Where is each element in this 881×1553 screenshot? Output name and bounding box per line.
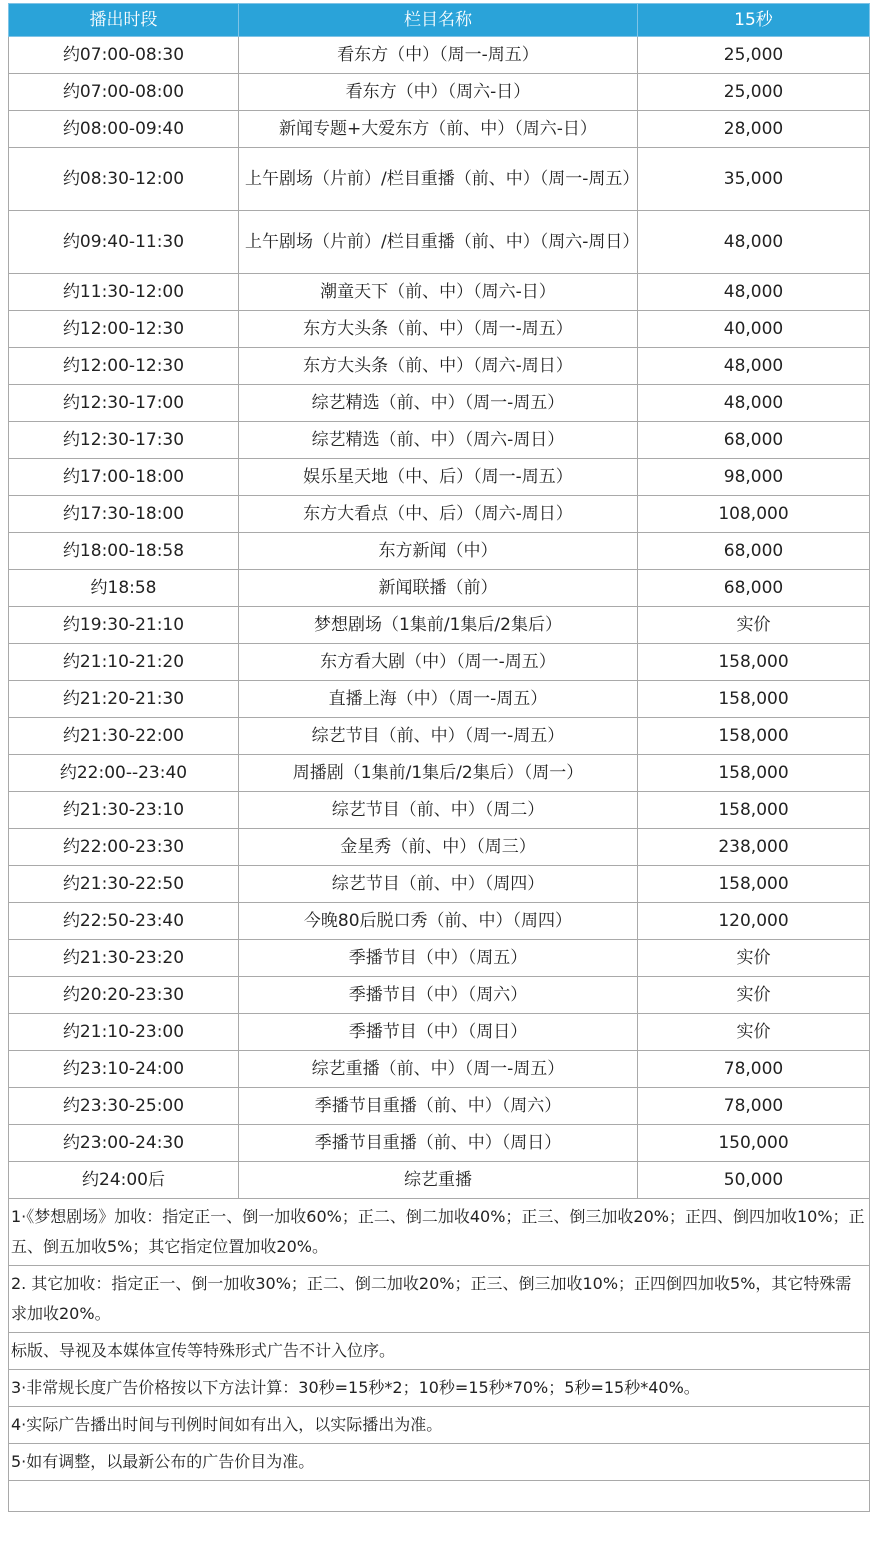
table-row — [9, 1162, 870, 1199]
note-text: 1·《梦想剧场》加收：指定正一、倒一加收60%；正二、倒二加收40%；正三、倒三加收20%；正四、倒四加收10%；正五、倒五加收5%；其它指定位置加收20%。 — [9, 1199, 870, 1266]
program-name-cell: 季播节目重播（前、中）（周六） — [239, 1088, 638, 1125]
note-text: 2. 其它加收：指定正一、倒一加收30%；正二、倒二加收20%；正三、倒三加收10%；正四倒四加收5%，其它特殊需求加收20%。 — [9, 1266, 870, 1333]
time-slot-cell: 约08:30-12:00 — [9, 148, 239, 211]
price-cell: 40,000 — [638, 311, 870, 348]
time-slot-cell: 约23:00-24:30 — [9, 1125, 239, 1162]
program-name-cell: 周播剧（1集前/1集后/2集后）（周一） — [239, 755, 638, 792]
price-cell: 48,000 — [638, 348, 870, 385]
program-name-cell: 东方大看点（中、后）（周六-周日） — [239, 496, 638, 533]
time-slot-cell: 约07:00-08:00 — [9, 74, 239, 111]
time-slot-cell: 约21:30-22:50 — [9, 866, 239, 903]
price-cell: 实价 — [638, 607, 870, 644]
time-slot-cell: 约12:00-12:30 — [9, 311, 239, 348]
table-row — [9, 866, 870, 903]
table-row — [9, 1088, 870, 1125]
table-row — [9, 533, 870, 570]
program-name-cell: 上午剧场（片前）/栏目重播（前、中）（周一-周五） — [239, 148, 638, 211]
time-slot-cell: 约20:20-23:30 — [9, 977, 239, 1014]
program-name-cell: 东方看大剧（中）（周一-周五） — [239, 644, 638, 681]
price-cell: 158,000 — [638, 644, 870, 681]
time-slot-cell: 约12:30-17:00 — [9, 385, 239, 422]
program-name-cell: 梦想剧场（1集前/1集后/2集后） — [239, 607, 638, 644]
table-row — [9, 755, 870, 792]
program-name-cell: 综艺节目（前、中）（周四） — [239, 866, 638, 903]
program-name-cell: 季播节目（中）（周五） — [239, 940, 638, 977]
time-slot-cell: 约24:00后 — [9, 1162, 239, 1199]
price-cell: 48,000 — [638, 211, 870, 274]
time-slot-cell: 约21:10-23:00 — [9, 1014, 239, 1051]
table-row — [9, 681, 870, 718]
time-slot-cell: 约08:00-09:40 — [9, 111, 239, 148]
blank-cell — [9, 1481, 870, 1512]
program-name-cell: 新闻专题+大爱东方（前、中）（周六-日） — [239, 111, 638, 148]
program-name-cell: 看东方（中）（周一-周五） — [239, 37, 638, 74]
program-name-cell: 综艺精选（前、中）（周一-周五） — [239, 385, 638, 422]
time-slot-cell: 约12:00-12:30 — [9, 348, 239, 385]
table-row — [9, 1051, 870, 1088]
table-row — [9, 385, 870, 422]
price-cell: 48,000 — [638, 274, 870, 311]
program-name-cell: 综艺节目（前、中）（周二） — [239, 792, 638, 829]
price-cell: 实价 — [638, 977, 870, 1014]
time-slot-cell: 约09:40-11:30 — [9, 211, 239, 274]
note-row — [9, 1333, 870, 1370]
price-cell: 25,000 — [638, 74, 870, 111]
price-cell: 35,000 — [638, 148, 870, 211]
note-row — [9, 1199, 870, 1266]
table-row — [9, 644, 870, 681]
program-name-cell: 看东方（中）（周六-日） — [239, 74, 638, 111]
price-cell: 120,000 — [638, 903, 870, 940]
program-name-cell: 东方新闻（中） — [239, 533, 638, 570]
program-name-cell: 娱乐星天地（中、后）（周一-周五） — [239, 459, 638, 496]
table-row — [9, 311, 870, 348]
table-row — [9, 607, 870, 644]
price-cell: 158,000 — [638, 866, 870, 903]
program-name-cell: 季播节目重播（前、中）（周日） — [239, 1125, 638, 1162]
time-slot-cell: 约07:00-08:30 — [9, 37, 239, 74]
price-cell: 实价 — [638, 940, 870, 977]
program-name-cell: 金星秀（前、中）（周三） — [239, 829, 638, 866]
table-row — [9, 422, 870, 459]
table-row — [9, 903, 870, 940]
table-header-row — [9, 4, 870, 37]
table-row — [9, 348, 870, 385]
program-name-cell: 新闻联播（前） — [239, 570, 638, 607]
header-time-slot: 播出时段 — [9, 4, 239, 37]
program-name-cell: 东方大头条（前、中）（周六-周日） — [239, 348, 638, 385]
table-row — [9, 111, 870, 148]
table-row — [9, 74, 870, 111]
price-cell: 78,000 — [638, 1051, 870, 1088]
price-cell: 150,000 — [638, 1125, 870, 1162]
note-text: 4·实际广告播出时间与刊例时间如有出入，以实际播出为准。 — [9, 1407, 870, 1444]
time-slot-cell: 约22:50-23:40 — [9, 903, 239, 940]
time-slot-cell: 约21:30-23:10 — [9, 792, 239, 829]
table-body — [9, 37, 870, 1199]
price-cell: 238,000 — [638, 829, 870, 866]
price-cell: 68,000 — [638, 570, 870, 607]
note-text: 3·非常规长度广告价格按以下方法计算：30秒=15秒*2；10秒=15秒*70%；5秒=15秒*40%。 — [9, 1370, 870, 1407]
table-row — [9, 211, 870, 274]
time-slot-cell: 约21:20-21:30 — [9, 681, 239, 718]
time-slot-cell: 约11:30-12:00 — [9, 274, 239, 311]
price-cell: 28,000 — [638, 111, 870, 148]
time-slot-cell: 约21:30-23:20 — [9, 940, 239, 977]
program-name-cell: 今晚80后脱口秀（前、中）（周四） — [239, 903, 638, 940]
program-name-cell: 直播上海（中）（周一-周五） — [239, 681, 638, 718]
time-slot-cell: 约17:30-18:00 — [9, 496, 239, 533]
price-cell: 108,000 — [638, 496, 870, 533]
blank-row — [9, 1481, 870, 1512]
time-slot-cell: 约18:58 — [9, 570, 239, 607]
time-slot-cell: 约17:00-18:00 — [9, 459, 239, 496]
table-row — [9, 1125, 870, 1162]
rate-table — [8, 3, 870, 1512]
price-cell: 98,000 — [638, 459, 870, 496]
header-price-15s: 15秒 — [638, 4, 870, 37]
table-row — [9, 570, 870, 607]
price-cell: 50,000 — [638, 1162, 870, 1199]
note-row — [9, 1370, 870, 1407]
note-row — [9, 1407, 870, 1444]
time-slot-cell: 约12:30-17:30 — [9, 422, 239, 459]
program-name-cell: 东方大头条（前、中）（周一-周五） — [239, 311, 638, 348]
price-cell: 158,000 — [638, 718, 870, 755]
table-row — [9, 829, 870, 866]
time-slot-cell: 约21:10-21:20 — [9, 644, 239, 681]
table-row — [9, 274, 870, 311]
note-text: 5·如有调整，以最新公布的广告价目为准。 — [9, 1444, 870, 1481]
table-row — [9, 940, 870, 977]
table-row — [9, 459, 870, 496]
time-slot-cell: 约22:00-23:30 — [9, 829, 239, 866]
price-cell: 78,000 — [638, 1088, 870, 1125]
price-cell: 158,000 — [638, 755, 870, 792]
time-slot-cell: 约19:30-21:10 — [9, 607, 239, 644]
program-name-cell: 季播节目（中）（周日） — [239, 1014, 638, 1051]
table-row — [9, 792, 870, 829]
table-row — [9, 496, 870, 533]
table-row — [9, 718, 870, 755]
note-row — [9, 1444, 870, 1481]
table-row — [9, 37, 870, 74]
header-program-name: 栏目名称 — [239, 4, 638, 37]
time-slot-cell: 约23:10-24:00 — [9, 1051, 239, 1088]
price-cell: 68,000 — [638, 422, 870, 459]
program-name-cell: 综艺重播（前、中）（周一-周五） — [239, 1051, 638, 1088]
program-name-cell: 综艺重播 — [239, 1162, 638, 1199]
note-text: 标版、导视及本媒体宣传等特殊形式广告不计入位序。 — [9, 1333, 870, 1370]
price-cell: 68,000 — [638, 533, 870, 570]
notes-section — [9, 1199, 870, 1512]
time-slot-cell: 约18:00-18:58 — [9, 533, 239, 570]
time-slot-cell: 约21:30-22:00 — [9, 718, 239, 755]
price-cell: 实价 — [638, 1014, 870, 1051]
time-slot-cell: 约23:30-25:00 — [9, 1088, 239, 1125]
price-cell: 48,000 — [638, 385, 870, 422]
program-name-cell: 上午剧场（片前）/栏目重播（前、中）（周六-周日） — [239, 211, 638, 274]
price-cell: 158,000 — [638, 681, 870, 718]
price-cell: 25,000 — [638, 37, 870, 74]
table-row — [9, 977, 870, 1014]
program-name-cell: 潮童天下（前、中）（周六-日） — [239, 274, 638, 311]
table-row — [9, 1014, 870, 1051]
price-cell: 158,000 — [638, 792, 870, 829]
time-slot-cell: 约22:00--23:40 — [9, 755, 239, 792]
program-name-cell: 综艺精选（前、中）（周六-周日） — [239, 422, 638, 459]
table-row — [9, 148, 870, 211]
program-name-cell: 季播节目（中）（周六） — [239, 977, 638, 1014]
note-row — [9, 1266, 870, 1333]
program-name-cell: 综艺节目（前、中）（周一-周五） — [239, 718, 638, 755]
